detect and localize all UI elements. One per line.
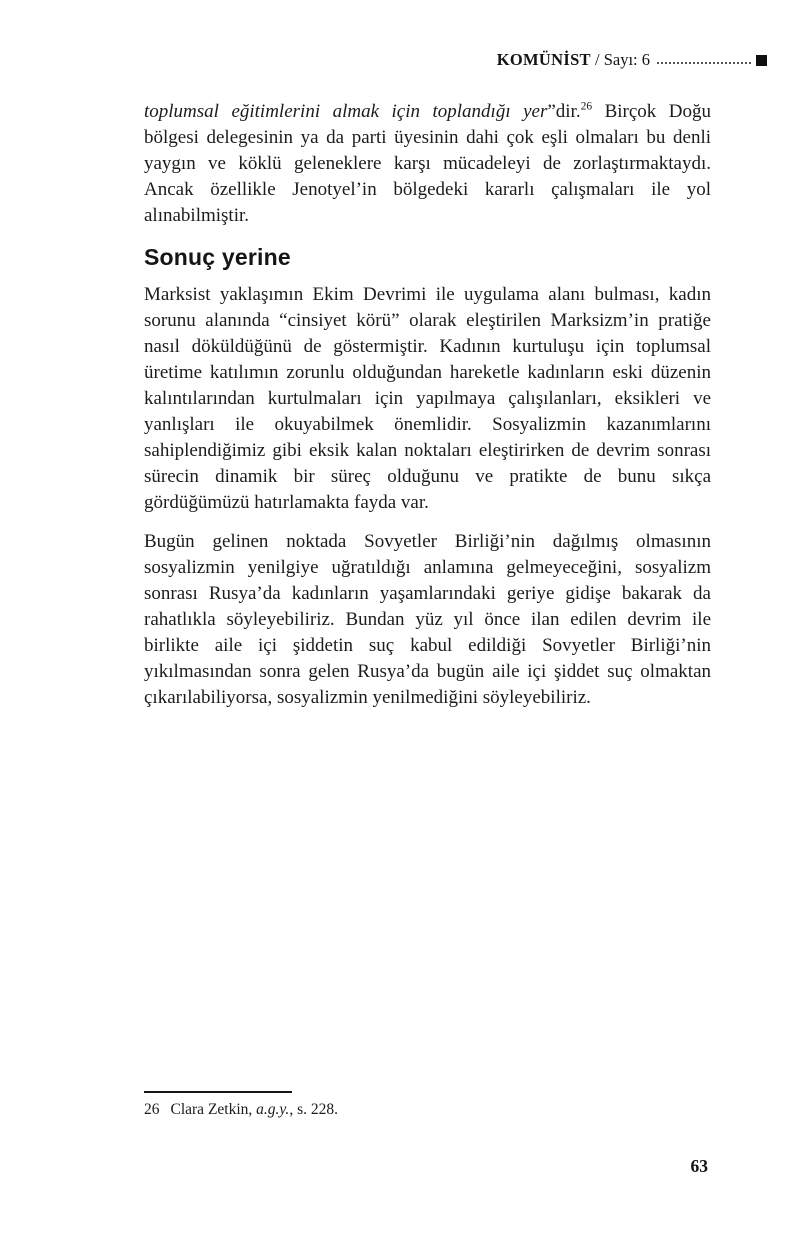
para1-after-quote: ”dir. — [547, 101, 581, 122]
page-number: 63 — [690, 1156, 708, 1176]
text-column — [144, 99, 711, 724]
issue-label: / Sayı: 6 — [590, 50, 650, 69]
journal-title: KOMÜNİST — [496, 50, 591, 69]
para1-rest: Birçok Doğu bölgesi delegesinin ya da parti üyesinin dahi çok eşli olmaları bu denli yaygın ve köklü geleneklere karşı mücadeleyi de zorlaştırmaktaydı. Ancak özellikle Jenotyel’in bölgedeki kararlı çalışmaları ile yol alınabilmiştir. — [144, 101, 712, 226]
footnote-text: Clara Zetkin, — [170, 1101, 257, 1118]
footnote — [144, 1101, 711, 1119]
header-dotted-rule — [657, 60, 751, 64]
footnote-italic-abbrev: a.g.y. — [256, 1101, 290, 1118]
paragraph-continuation — [144, 99, 711, 229]
section-heading: Sonuç yerine — [144, 244, 291, 270]
footnote-text-end: , s. 228. — [289, 1101, 338, 1118]
footnote-separator-rule — [144, 1091, 292, 1093]
paragraph-bugun: Bugün gelinen noktada Sovyetler Birliği’nin dağılmış olmasının sosyalizmin yenilgiye uğratıldığı anlamına gelmeyeceğini, sosyalizm sonrası Rusya’da kadınların yaşamlarındaki geriye gidişe bakarak da rahatlıkla söyleyebiliriz. Bundan yüz yıl önce ilan edilen devrim ile birlikte aile içi şiddetin suç kabul edildiği Sovyetler Birliği’nin yıkılmasından sonra gelen Rusya’da bugün aile içi şiddet suç olmaktan çıkarılabiliyorsa, sosyalizmin yenilmediğini söyleyebiliriz. — [144, 531, 711, 708]
footnote-number: 26 — [144, 1101, 160, 1118]
page-header — [144, 50, 767, 70]
paragraph-marksist: Marksist yaklaşımın Ekim Devrimi ile uygulama alanı bulması, kadın sorunu alanında “cinsiyet körü” olarak eleştirilen Marksizm’in pratiğe nasıl döküldüğünü de göstermiştir. Kadının kurtuluşu için toplumsal üretime katılımın zorunlu olduğundan hareketle kadınların eski düzenin kalıntılarından kurtulmaları için yapılmaya çalışılanları, eksikleri ve yanlışları ile okuyabilmek önemlidir. Sosyalizmin kazanımlarını sahiplendiğimiz gibi eksik kalan noktaları eleştirirken de devrim sonrası sürecin dinamik bir süreç olduğunu ve pratikte de bunu sıkça gördüğümüzü hatırlamakta fayda var. — [144, 284, 711, 513]
footnote-reference: 26 — [580, 100, 593, 113]
header-square-marker — [756, 55, 767, 66]
quoted-italic-text: toplumsal eğitimlerini almak için toplandığı yer — [144, 101, 548, 122]
